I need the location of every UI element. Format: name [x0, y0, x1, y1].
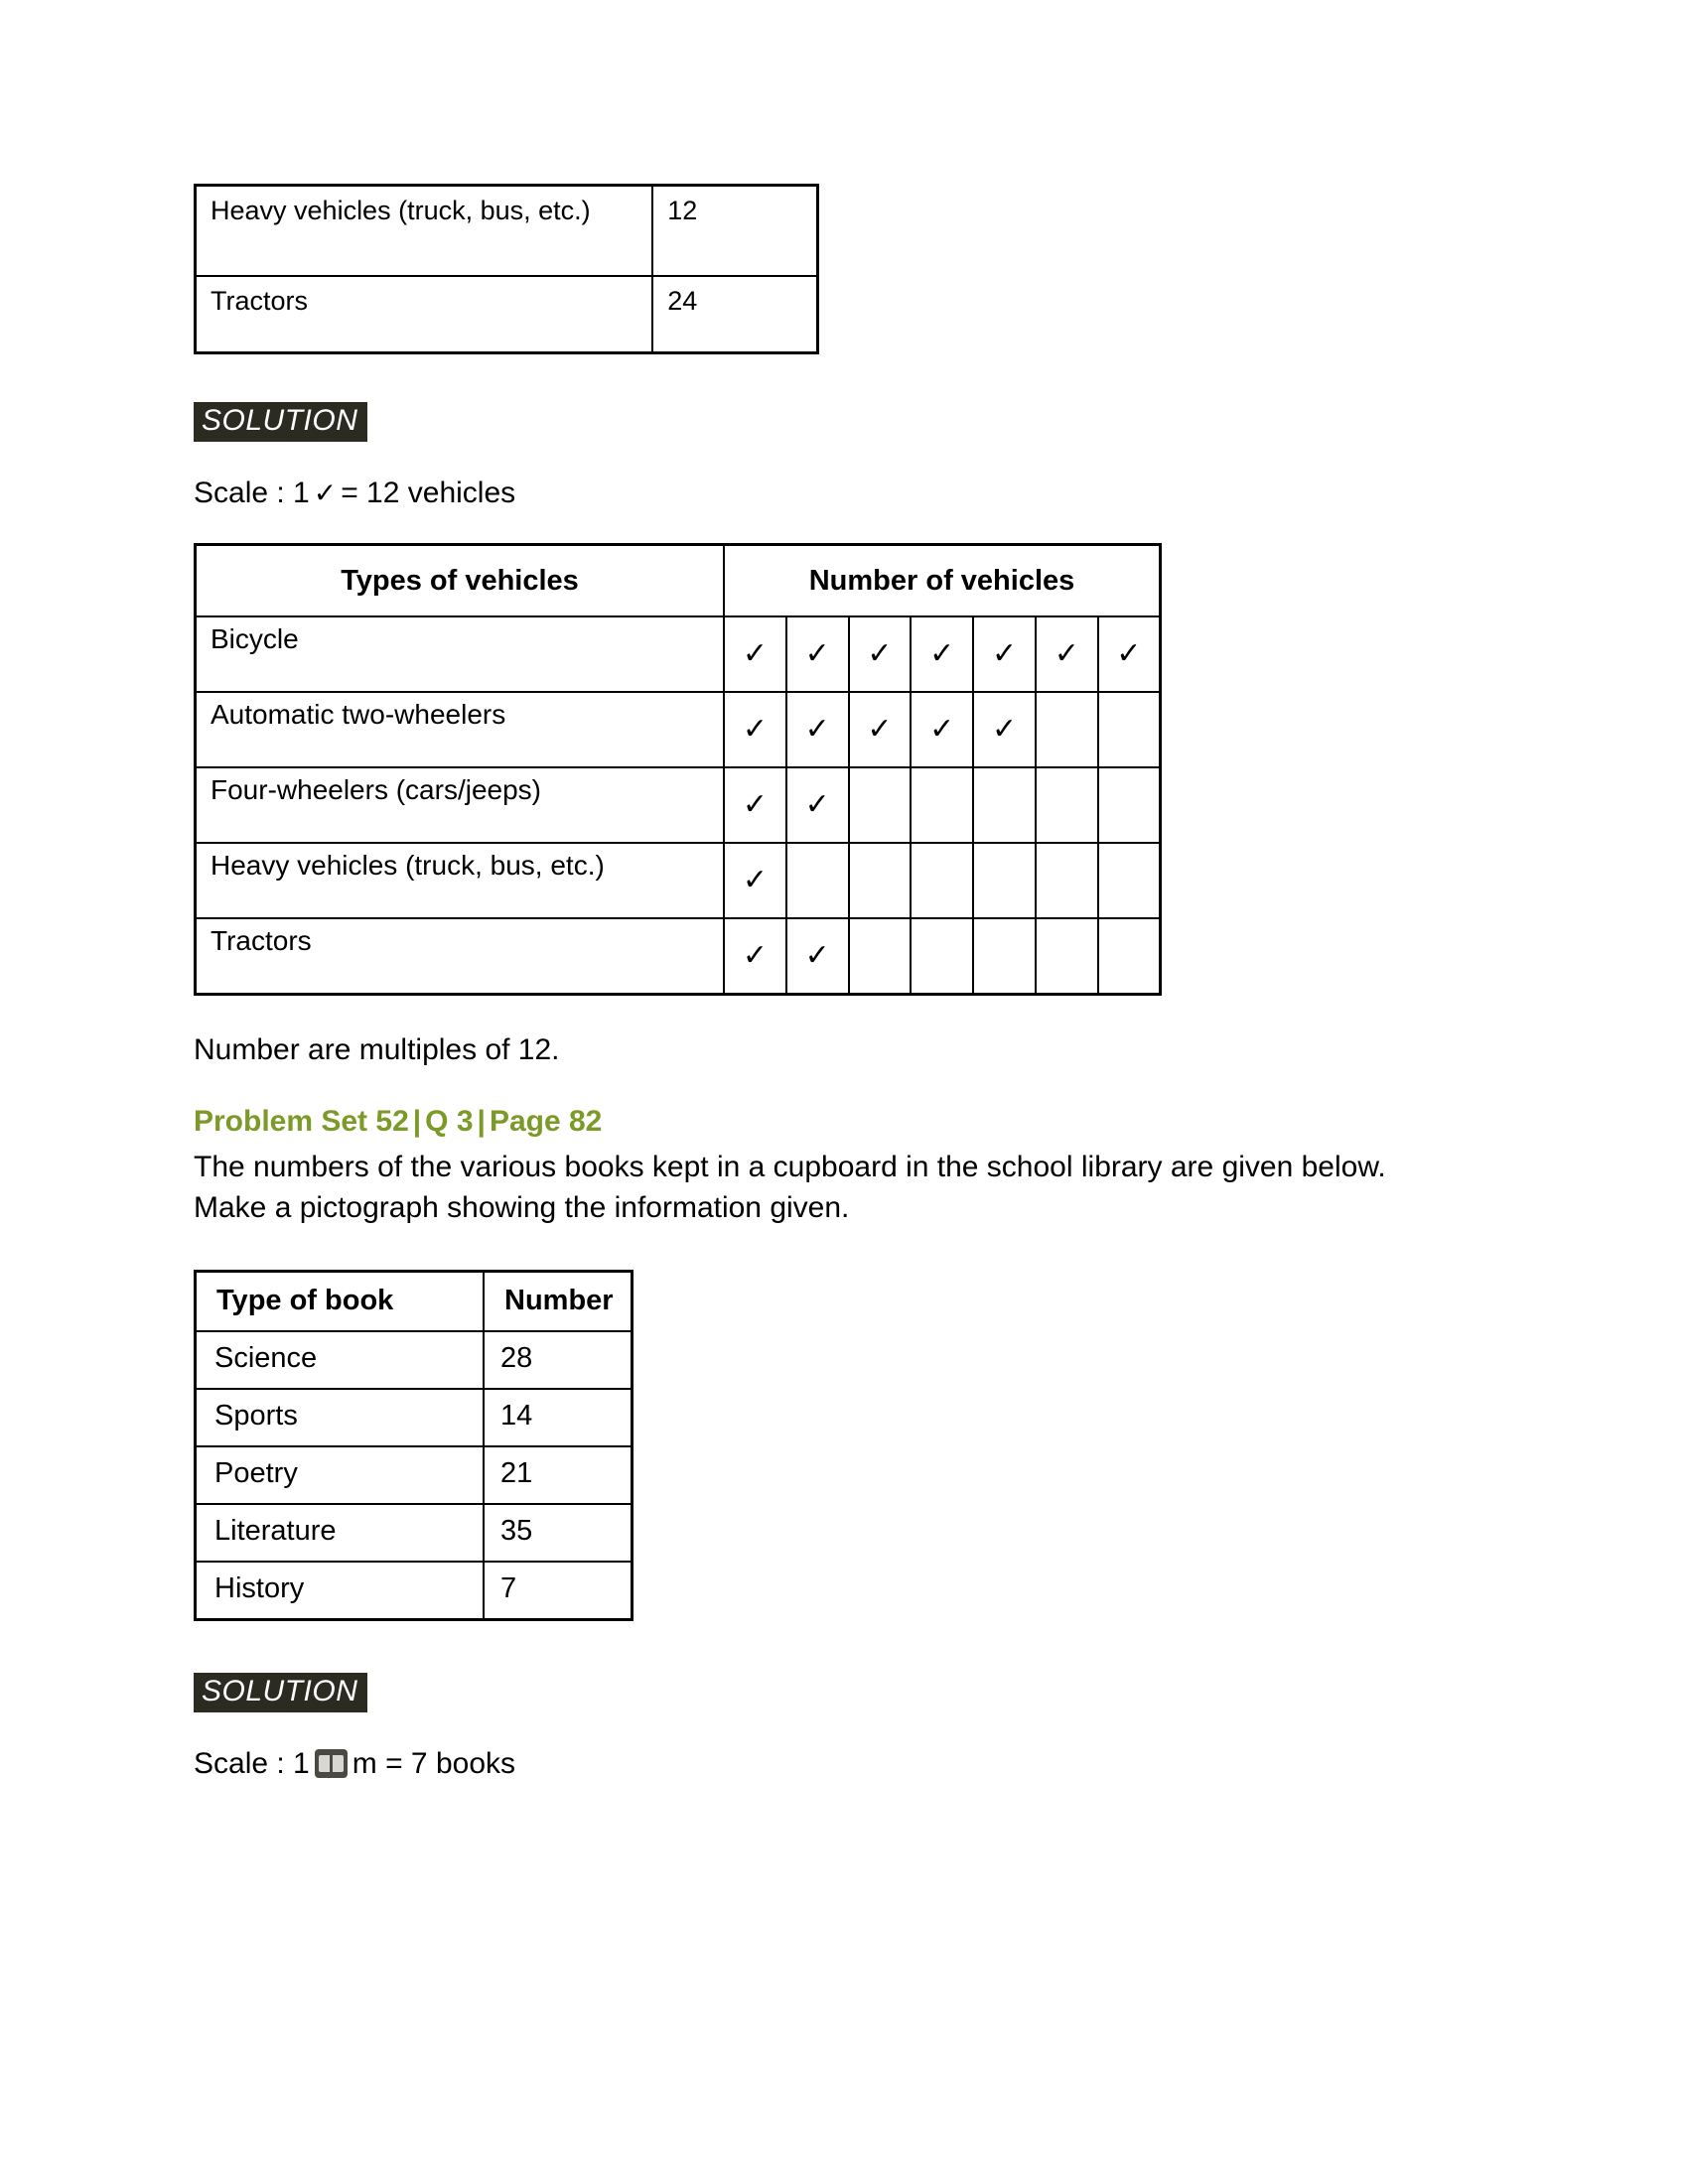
checkmark-icon: ✓	[742, 864, 768, 896]
book-number-cell: 7	[484, 1562, 633, 1620]
vehicle-count-cell: 12	[652, 186, 817, 277]
pictograph-cell	[724, 616, 786, 692]
book-type-cell: Poetry	[196, 1446, 485, 1504]
pictograph-table-body	[196, 616, 1161, 995]
pictograph-cell	[786, 767, 849, 843]
table-row	[196, 616, 1161, 692]
book-type-cell: History	[196, 1562, 485, 1620]
solution-heading-wrapper-2	[194, 1673, 1484, 1712]
checkmark-icon: ✓	[313, 478, 338, 508]
checkmark-icon: ✓	[867, 637, 893, 670]
problem-question-number: Q 3	[425, 1105, 474, 1138]
table-row	[196, 918, 1161, 995]
checkmark-icon: ✓	[742, 788, 768, 821]
table-row	[196, 1331, 633, 1389]
pictograph-cell	[1098, 692, 1161, 767]
pictograph-cell	[911, 692, 973, 767]
pictograph-row-label: Four-wheelers (cars/jeeps)	[196, 767, 725, 843]
checkmark-icon: ✓	[991, 713, 1018, 746]
pictograph-cell	[786, 692, 849, 767]
scale-line-vehicles	[194, 476, 1484, 511]
problem-statement: The numbers of the various books kept in a cupboard in the school library are given below. Make a pictograph showing the information given.	[194, 1150, 1386, 1224]
pictograph-row-label: Bicycle	[196, 616, 725, 692]
book-number-cell: 21	[484, 1446, 633, 1504]
pictograph-cell	[849, 767, 912, 843]
pictograph-row-label: Heavy vehicles (truck, bus, etc.)	[196, 843, 725, 918]
book-type-cell: Sports	[196, 1389, 485, 1446]
heading-separator: |	[477, 1105, 486, 1138]
table-header-row	[196, 545, 1161, 617]
table-row	[196, 692, 1161, 767]
checkmark-icon: ✓	[867, 713, 893, 746]
header-number-of-vehicles: Number of vehicles	[724, 545, 1161, 617]
problem-set-heading	[194, 1103, 1484, 1141]
pictograph-cell	[849, 918, 912, 995]
checkmark-icon: ✓	[804, 713, 830, 746]
pictograph-cell	[1098, 918, 1161, 995]
problem-page-number: Page 82	[489, 1105, 603, 1138]
table-row	[196, 1446, 633, 1504]
table-header-row	[196, 1272, 633, 1332]
pictograph-table	[194, 543, 1162, 996]
pictograph-cell	[786, 918, 849, 995]
table-row	[196, 1389, 633, 1446]
scale-suffix: = 7 books	[385, 1747, 516, 1781]
table-row	[196, 843, 1161, 918]
scale-line-books	[194, 1746, 1484, 1782]
scale-middle: m	[352, 1747, 377, 1781]
pictograph-cell	[786, 843, 849, 918]
checkmark-icon: ✓	[804, 637, 830, 670]
pictograph-cell	[849, 692, 912, 767]
book-type-cell: Science	[196, 1331, 485, 1389]
pictograph-cell	[911, 616, 973, 692]
checkmark-icon: ✓	[742, 637, 768, 670]
pictograph-cell	[786, 616, 849, 692]
checkmark-icon: ✓	[804, 939, 830, 972]
vehicle-count-cell: 24	[652, 276, 817, 353]
checkmark-icon: ✓	[929, 713, 955, 746]
books-table-head	[196, 1272, 633, 1332]
open-book-icon	[315, 1749, 348, 1778]
book-number-cell: 28	[484, 1331, 633, 1389]
scale-prefix: Scale : 1	[194, 1747, 310, 1781]
heading-separator: |	[412, 1105, 422, 1138]
book-type-cell: Literature	[196, 1504, 485, 1562]
pictograph-cell	[1036, 918, 1098, 995]
vehicles-fragment-table	[194, 184, 819, 354]
solution-heading-wrapper-1	[194, 402, 1484, 442]
pictograph-row-label: Tractors	[196, 918, 725, 995]
table-row	[196, 767, 1161, 843]
checkmark-icon: ✓	[1116, 637, 1142, 670]
books-table	[194, 1270, 633, 1621]
table-row	[196, 186, 818, 277]
header-types-of-vehicles: Types of vehicles	[196, 545, 725, 617]
pictograph-cell	[849, 616, 912, 692]
header-type-of-book: Type of book	[196, 1272, 485, 1332]
table-row	[196, 1562, 633, 1620]
pictograph-cell	[973, 918, 1036, 995]
book-number-cell: 14	[484, 1389, 633, 1446]
pictograph-cell	[724, 767, 786, 843]
document-content	[194, 184, 1484, 1782]
checkmark-icon: ✓	[1054, 637, 1079, 670]
pictograph-cell	[1098, 767, 1161, 843]
header-number: Number	[484, 1272, 633, 1332]
pictograph-cell	[724, 843, 786, 918]
pictograph-cell	[1036, 616, 1098, 692]
pictograph-cell	[911, 767, 973, 843]
solution-heading: SOLUTION	[194, 1673, 367, 1712]
pictograph-cell	[1036, 843, 1098, 918]
pictograph-cell	[911, 918, 973, 995]
pictograph-cell	[1098, 616, 1161, 692]
problem-set-number: Problem Set 52	[194, 1105, 409, 1138]
pictograph-cell	[849, 843, 912, 918]
pictograph-cell	[973, 616, 1036, 692]
pictograph-table-head	[196, 545, 1161, 617]
book-number-cell: 35	[484, 1504, 633, 1562]
pictograph-cell	[724, 918, 786, 995]
pictograph-cell	[911, 843, 973, 918]
checkmark-icon: ✓	[742, 713, 768, 746]
pictograph-cell	[973, 843, 1036, 918]
checkmark-icon: ✓	[742, 939, 768, 972]
pictograph-cell	[1036, 767, 1098, 843]
pictograph-cell	[973, 692, 1036, 767]
pictograph-row-label: Automatic two-wheelers	[196, 692, 725, 767]
vehicle-type-cell: Heavy vehicles (truck, bus, etc.)	[196, 186, 653, 277]
vehicles-fragment-body	[196, 186, 818, 353]
solution-heading: SOLUTION	[194, 402, 367, 442]
checkmark-icon: ✓	[929, 637, 955, 670]
vehicle-type-cell: Tractors	[196, 276, 653, 353]
table-row	[196, 276, 818, 353]
pictograph-cell	[1098, 843, 1161, 918]
multiples-note: Number are multiples of 12.	[194, 1033, 560, 1066]
pictograph-cell	[1036, 692, 1098, 767]
scale-suffix: = 12 vehicles	[341, 477, 516, 509]
books-table-body	[196, 1331, 633, 1620]
pictograph-cell	[724, 692, 786, 767]
table-row	[196, 1504, 633, 1562]
scale-prefix: Scale : 1	[194, 477, 310, 509]
pictograph-cell	[973, 767, 1036, 843]
checkmark-icon: ✓	[991, 637, 1018, 670]
checkmark-icon: ✓	[804, 788, 830, 821]
